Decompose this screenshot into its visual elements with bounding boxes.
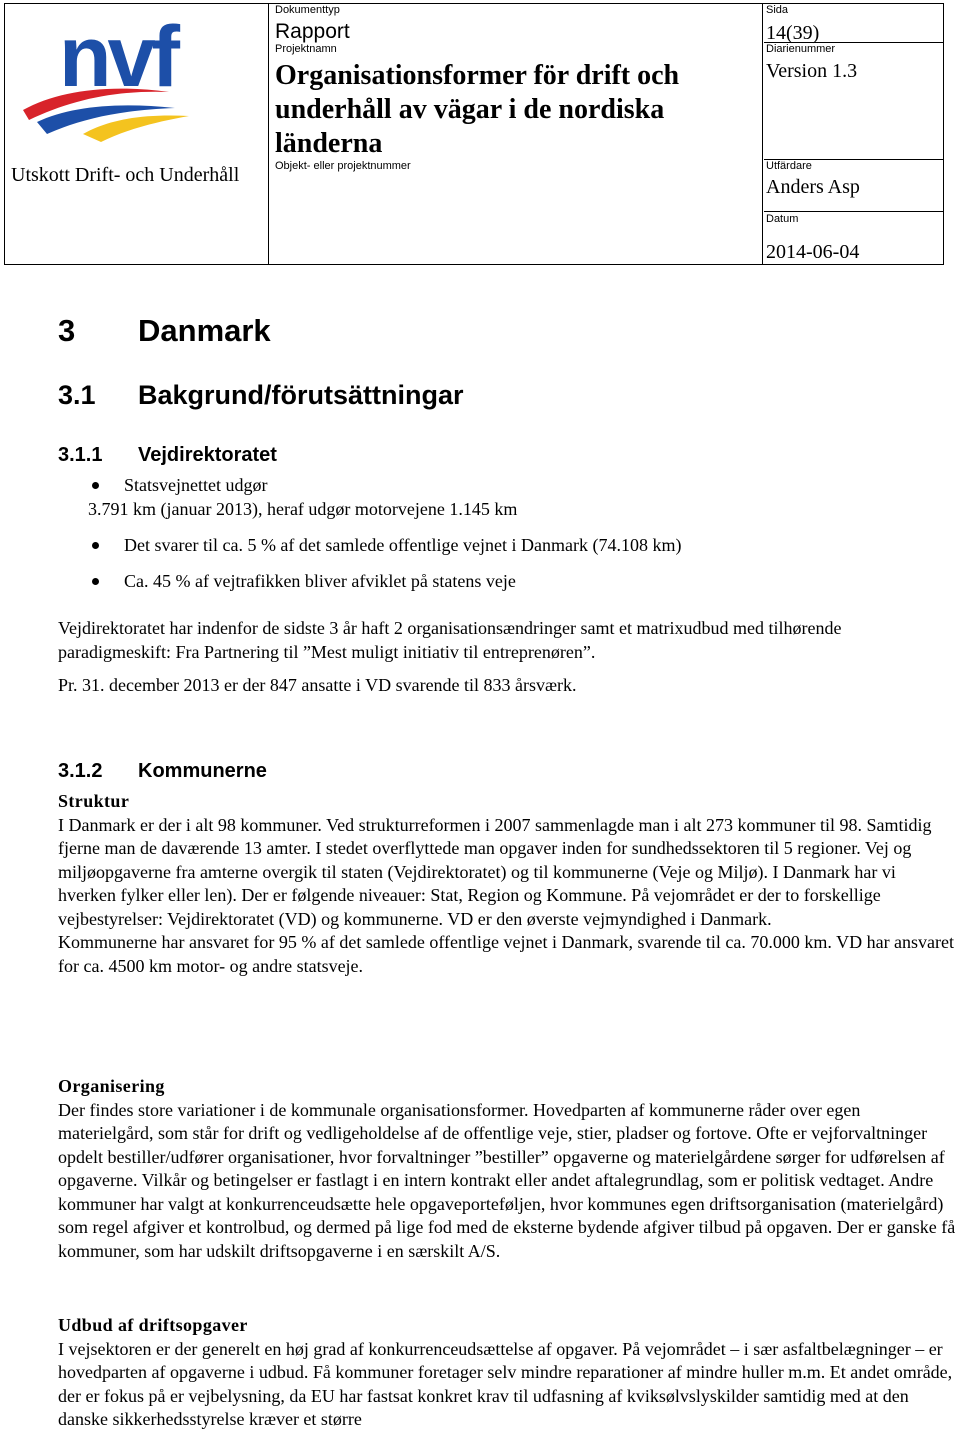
project-title: Organisationsformer för drift och underhåll av vägar i de nordiska länderna [275,60,680,159]
list-item [52,497,948,533]
section-number: 3.1 [58,380,96,410]
header-divider [764,211,943,212]
chapter-number: 3 [58,313,76,348]
org-unit: Utskott Drift- och Underhåll [11,164,240,186]
vd-paragraph [58,617,958,698]
header-divider [762,4,763,264]
body-text: Pr. 31. december 2013 er der 847 ansatte i VD svarende til 833 årsværk. [58,675,577,695]
subsection-number: 3.1.2 [58,760,103,782]
section-title: Bakgrund/förutsättningar [138,380,464,410]
logo-text: nvf [59,9,176,105]
list-item-text: Ca. 45 % af vejtrafikken bliver afviklet på statens veje [124,571,516,591]
list-item-text: Det svarer til ca. 5 % af det samlede offentlige vejnet i Danmark (74.108 km) [124,535,682,555]
subsection-title: Kommunerne [138,760,267,782]
subsection-number: 3.1.1 [58,444,103,466]
list-item-text: Statsvejnettet udgør [124,475,268,495]
subheading: Struktur [58,791,130,811]
subheading: Organisering [58,1076,165,1096]
header-divider [268,4,269,264]
page-number: 14(39) [766,22,820,44]
struktur-block [58,790,958,978]
organisering-block [58,1075,958,1263]
nvf-logo [19,6,195,144]
subheading: Udbud af driftsopgaver [58,1315,248,1335]
body-text: Der findes store variationer i de kommunale organisationsformer. Hovedparten af kommunerne råder over egen materielgård, som står for drift og vedligeholdelse af de offentlige veje, stier, pladser og fortove. Ofte er vejforvaltninger opdelt bestiller/udfører organisationer, hvor forvaltninger ”bestiller” opgaverne og materielgårdene sørger for udførelsen af opgaverne. Vilkår og betingelser er fastlagt i en intern kontrakt eller andet aftalegrundlag, som er politisk vedtaget. Andre kommuner har valgt at konkurrenceudsætte hele opgaveporteføljen, hvor kommunes egen driftsorganisation (materielgård) som regel afgiver et kontrolbud, og dermed på lige fod med de eksterne bydende afgiver tilbud på opgaven. Der er ganske få kommuner, som har udskilt driftsopgaverne i en særskilt A/S. [58,1099,956,1261]
body-text: Kommunerne har ansvaret for 95 % af det samlede offentlige vejnet i Danmark, svarende til ca. 70.000 km. VD har ansvaret for ca. 4500 km motor- og andre statsveje. [58,932,955,976]
list-item [88,533,948,569]
bullet-icon [92,542,99,549]
body-text: I vejsektoren er der generelt en høj grad af konkurrenceudsættelse af opgaver. På vejområdet – i sær asfaltbelægninger – er hovedparten af opgaverne i udbud. Få kommuner foretager selv mindre reparationer af mindre huller m.m. Et andet område, der er fokus på er vejbelysning, da EU har fastsat konkret krav til udfasning af kviksølvslyskilder samtidig med at den danske sikkerhedsstyrelse kræver et større [58,1338,953,1429]
doctype-value: Rapport [275,20,350,43]
bullet-icon [92,482,99,489]
subsection-title: Vejdirektoratet [138,444,277,466]
object-label: Objekt- eller projektnummer [275,160,411,172]
doctype-label: Dokumenttyp [275,4,340,16]
page-label: Sida [766,4,789,16]
udbud-block [58,1314,958,1432]
chapter-title: Danmark [138,313,271,348]
body-text: Vejdirektoratet har indenfor de sidste 3 år haft 2 organisationsændringer samt et matrixudbud med tilhørende paradigmeskift: Fra Partnering til ”Mest muligt initiativ til entreprenøren”. [58,618,842,662]
list-item [88,473,948,497]
issuer-value: Anders Asp [766,176,860,198]
list-item [88,569,948,593]
body-text: I Danmark er der i alt 98 kommuner. Ved strukturreformen i 2007 sammenlagde man i alt 273 kommuner til 98. Samtidig fjerne man de daværende 13 amter. I stedet overflyttede man opgaver inden for sundhedssektoren til 5 regioner. Vej og miljøopgaverne fra amterne overgik til staten (Vejdirektoratet) og til kommunerne (Veje og Miljø). I Danmark har vi hverken fylker eller len). Der er følgende niveauer: Stat, Region og Kommune. På vejområdet er der to forskellige vejbestyrelser: Vejdirektoratet (VD) og kommunerne. VD er den øverste vejmyndighed i Danmark. [58,814,932,929]
project-label: Projektnamn [275,43,337,55]
issuer-label: Utfärdare [766,160,812,172]
diary-value: Version 1.3 [766,60,858,82]
list-item-text: 3.791 km (januar 2013), heraf udgør motorvejene 1.145 km [88,499,518,519]
date-label: Datum [766,213,799,225]
date-value: 2014-06-04 [766,241,860,263]
bullet-list [88,473,948,593]
diary-label: Diarienummer [766,43,836,55]
document-header [4,3,944,265]
bullet-icon [92,578,99,585]
